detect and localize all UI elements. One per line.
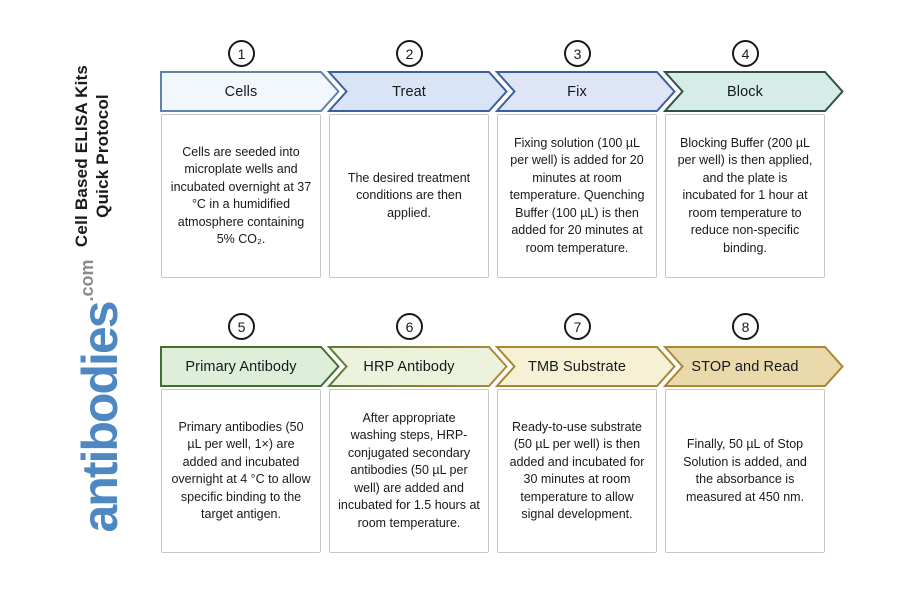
- step-3-description-box: [497, 114, 657, 278]
- step-8-number-badge: 8: [732, 313, 759, 340]
- page-title-line-2: Quick Protocol: [93, 94, 112, 218]
- step-6-description: After appropriate washing steps, HRP-conjugated secondary antibodies (50 µL per well) are added and incubated for 1.5 hours at room temperature.: [338, 410, 480, 530]
- step-4-label: Block: [727, 84, 763, 100]
- step-2-label: Treat: [392, 84, 426, 100]
- step-1-description: Cells are seeded into microplate wells and incubated overnight at 37 °C in a humidified atmosphere containing 5% CO₂.: [170, 144, 312, 246]
- step-5-number-badge: 5: [228, 313, 255, 340]
- step-7-description: Ready-to-use substrate (50 µL per well) is then added and incubated for 30 minutes at room temperature to allow signal development.: [509, 419, 645, 521]
- step-6-label: HRP Antibody: [363, 359, 455, 375]
- step-1-label: Cells: [224, 84, 258, 100]
- step-1-number-badge: 1: [228, 40, 255, 67]
- page-title-line-1: Cell Based ELISA Kits: [72, 64, 91, 248]
- step-4-description: Blocking Buffer (200 µL per well) is then applied, and the plate is incubated for 1 hour at room temperature to reduce non-specific binding.: [677, 135, 813, 255]
- step-2-number-badge: 2: [396, 40, 423, 67]
- step-6-description-box: [329, 389, 489, 553]
- step-3-description: Fixing solution (100 µL per well) is added for 20 minutes at room temperature. Quenching Buffer (100 µL) is then added for 20 minutes at room temperature.: [509, 135, 645, 255]
- step-3-number-badge: 3: [564, 40, 591, 67]
- step-8-description-box: [665, 389, 825, 553]
- step-5-label: Primary Antibody: [185, 359, 297, 375]
- step-3-label: Fix: [567, 84, 587, 100]
- page-title: [71, 41, 113, 271]
- step-2-description-box: [329, 114, 489, 278]
- brand-logo: [59, 259, 128, 533]
- brand-logo-text: antibodies: [72, 302, 128, 533]
- step-2-description: The desired treatment conditions are then applied.: [347, 170, 471, 220]
- step-8-description: Finally, 50 µL of Stop Solution is added, and the absorbance is measured at 450 nm.: [683, 437, 807, 504]
- step-5-description-box: [161, 389, 321, 553]
- brand-logo-suffix: .com: [77, 259, 97, 302]
- step-5-description: Primary antibodies (50 µL per well, 1×) are added and incubated overnight at 4 °C to allow specific binding to the target antigen.: [171, 419, 311, 521]
- step-7-description-box: [497, 389, 657, 553]
- step-4-description-box: [665, 114, 825, 278]
- step-6-number-badge: 6: [396, 313, 423, 340]
- step-7-number-badge: 7: [564, 313, 591, 340]
- step-8-label: STOP and Read: [691, 359, 799, 375]
- step-4-number-badge: 4: [732, 40, 759, 67]
- step-7-label: TMB Substrate: [528, 359, 626, 375]
- step-1-description-box: [161, 114, 321, 278]
